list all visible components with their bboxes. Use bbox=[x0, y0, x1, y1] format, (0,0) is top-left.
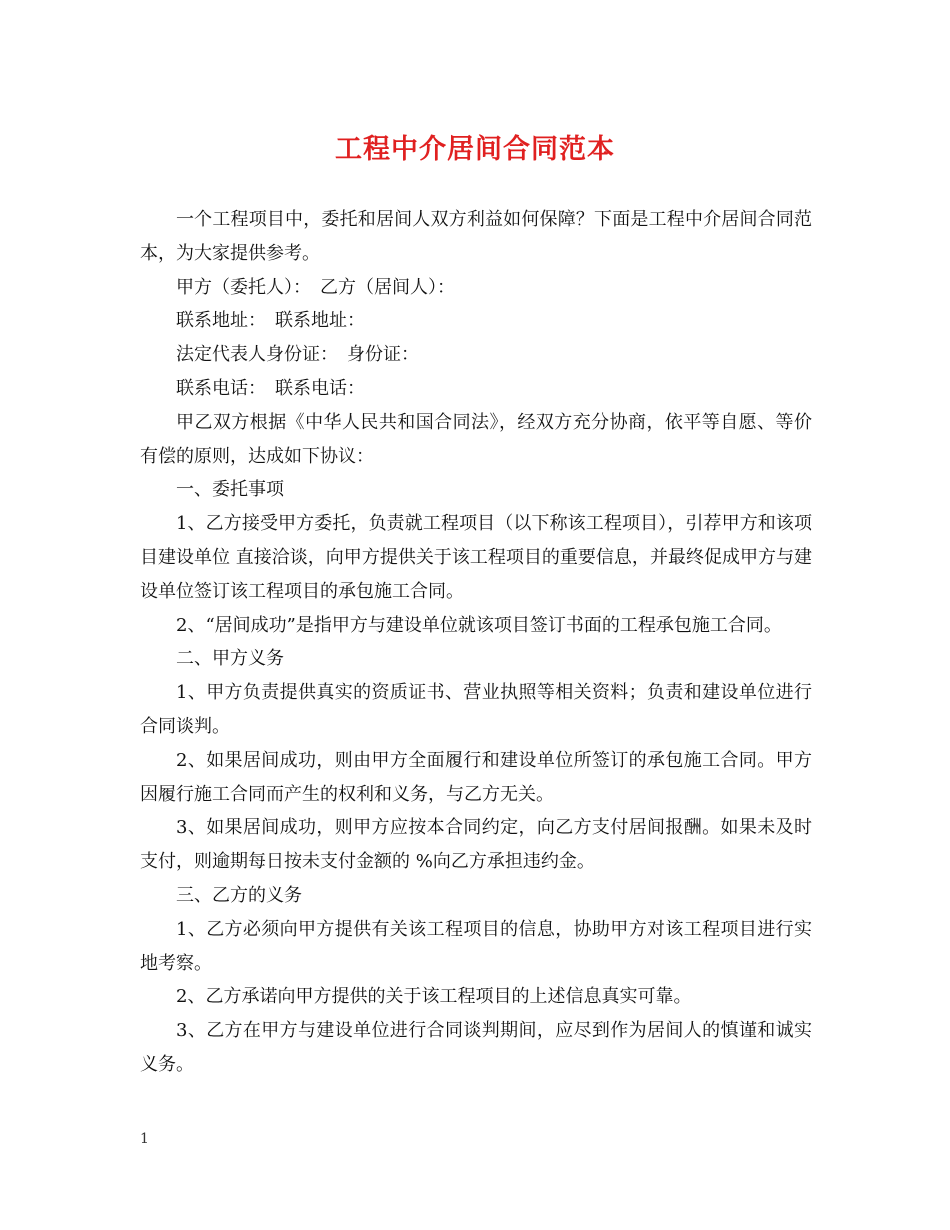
clause-1-1: 1、乙方接受甲方委托，负责就工程项目（以下称该工程项目），引荐甲方和该项目建设单位 直接洽谈，向甲方提供关于该工程项目的重要信息，并最终促成甲方与建设单位签订该工程项目的承包施工合同。 bbox=[140, 513, 812, 602]
paragraph-address: 联系地址： 联系地址： bbox=[176, 310, 365, 332]
clause-3-3: 3、乙方在甲方与建设单位进行合同谈判期间，应尽到作为居间人的慎谨和诚实义务。 bbox=[140, 1020, 812, 1075]
clause-1-2: 2、“居间成功”是指甲方与建设单位就该项目签订书面的工程承包施工合同。 bbox=[176, 614, 782, 636]
section-heading-2: 二、甲方义务 bbox=[176, 648, 284, 670]
clause-2-1: 1、甲方负责提供真实的资质证书、营业执照等相关资料；负责和建设单位进行合同谈判。 bbox=[140, 682, 812, 737]
page-number: 1 bbox=[140, 1131, 149, 1147]
document-title: 工程中介居间合同范本 bbox=[335, 134, 615, 165]
section-heading-1: 一、委托事项 bbox=[176, 479, 284, 501]
paragraph-agreement: 甲乙双方根据《中华人民共和国合同法》，经双方充分协商，依平等自愿、等价有偿的原则，达成如下协议： bbox=[140, 411, 812, 467]
section-heading-3: 三、乙方的义务 bbox=[176, 884, 302, 906]
clause-2-3: 3、如果居间成功，则甲方应按本合同约定，向乙方支付居间报酬。如果未及时支付，则逾期每日按未支付金额的 %向乙方承担违约金。 bbox=[140, 817, 812, 873]
paragraph-id: 法定代表人身份证： 身份证： bbox=[176, 344, 419, 366]
paragraph-phone: 联系电话： 联系电话： bbox=[176, 377, 365, 399]
clause-2-2: 2、如果居间成功，则由甲方全面履行和建设单位所签订的承包施工合同。甲方因履行施工合同而产生的权利和义务，与乙方无关。 bbox=[140, 749, 812, 805]
clause-3-2: 2、乙方承诺向甲方提供的关于该工程项目的上述信息真实可靠。 bbox=[176, 986, 692, 1008]
paragraph-parties: 甲方（委托人）： 乙方（居间人）： bbox=[176, 276, 455, 298]
document-body bbox=[140, 203, 812, 1082]
clause-3-1: 1、乙方必须向甲方提供有关该工程项目的信息，协助甲方对该工程项目进行实地考察。 bbox=[140, 918, 812, 974]
paragraph-intro: 一个工程项目中，委托和居间人双方利益如何保障？下面是工程中介居间合同范本，为大家提供参考。 bbox=[140, 209, 812, 264]
